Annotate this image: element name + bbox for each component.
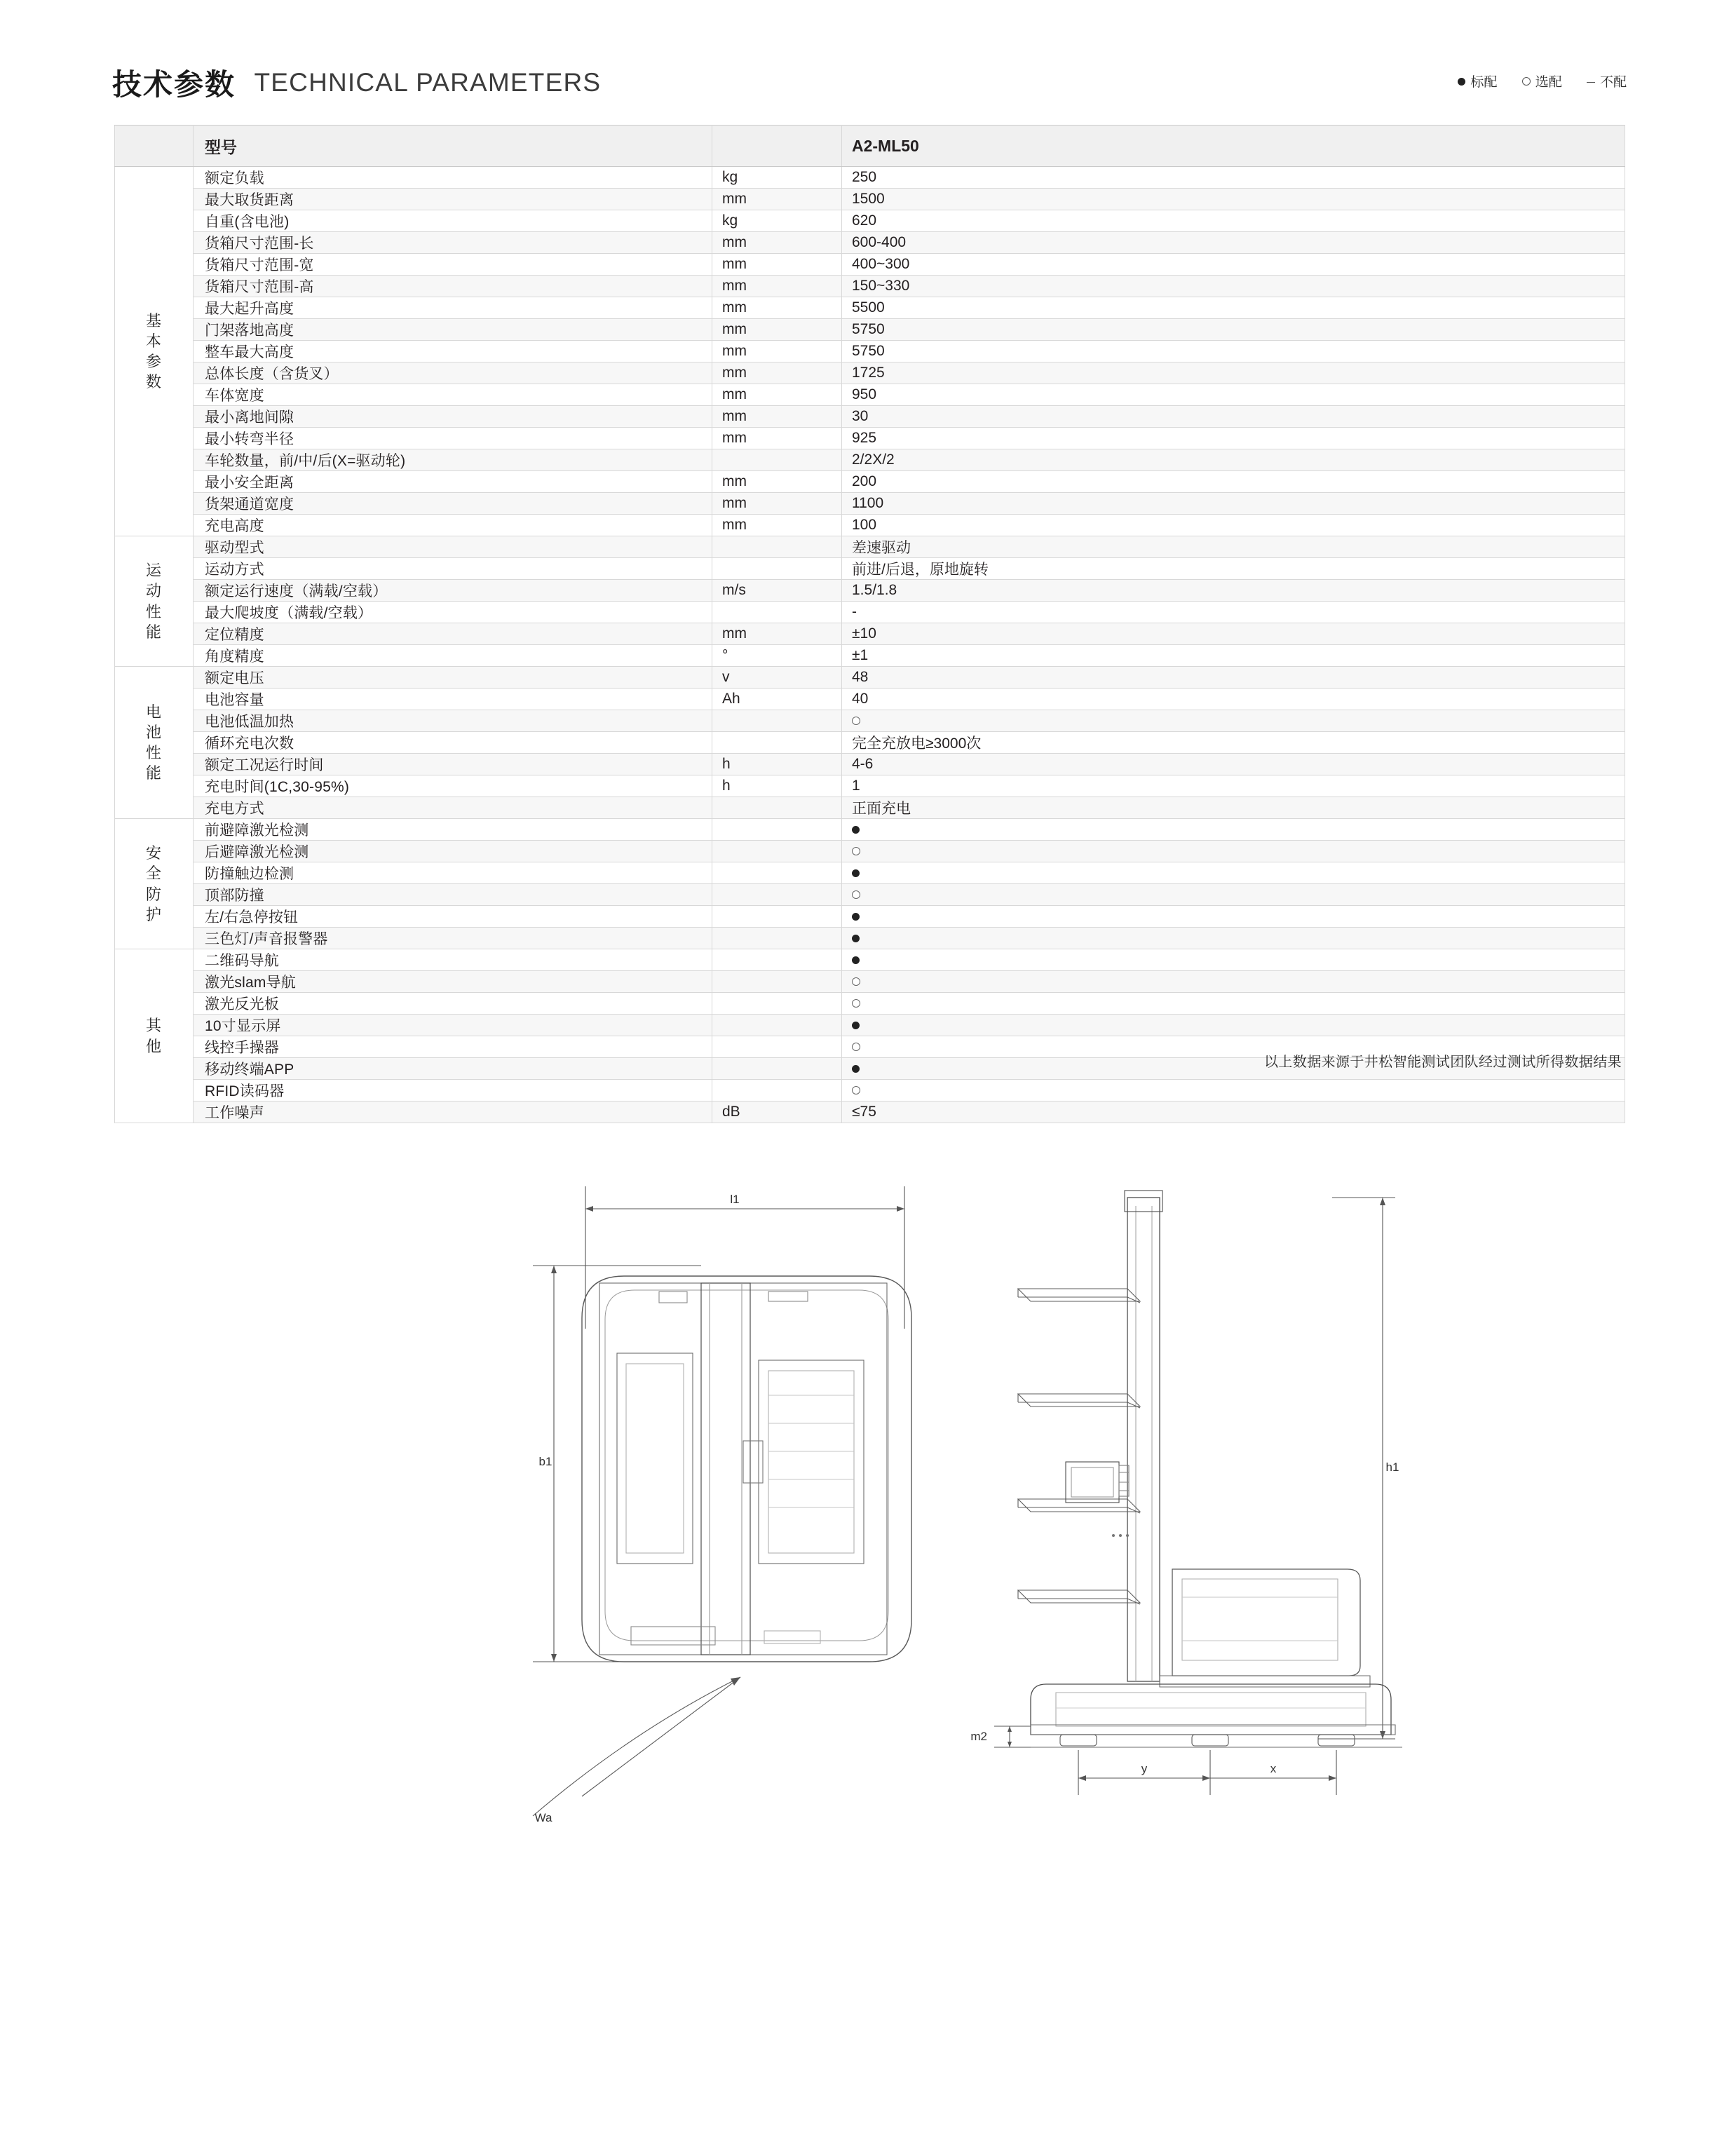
row-value: 5750 — [842, 341, 1625, 362]
open-circle-icon — [852, 977, 860, 986]
row-name: 驱动型式 — [194, 536, 712, 558]
header-model-value: A2-ML50 — [842, 126, 1625, 167]
row-value: 5500 — [842, 297, 1625, 319]
table-row — [115, 841, 1625, 862]
header-unit-label — [712, 126, 842, 167]
row-unit — [712, 449, 842, 471]
row-unit — [712, 602, 842, 623]
table-row — [115, 667, 1625, 689]
row-name: 额定负载 — [194, 167, 712, 189]
row-value: - — [842, 602, 1625, 623]
row-value-mark — [842, 949, 1625, 971]
open-circle-icon — [1522, 77, 1531, 86]
row-value-mark — [842, 862, 1625, 884]
top-view-dim-b1: b1 — [538, 1455, 552, 1468]
table-row — [115, 580, 1625, 602]
row-unit: dB — [712, 1101, 842, 1123]
filled-circle-icon — [852, 935, 860, 942]
row-value: ±10 — [842, 623, 1625, 645]
top-view-dim-l1: l1 — [730, 1193, 740, 1206]
row-value-mark — [842, 819, 1625, 841]
row-unit: mm — [712, 297, 842, 319]
row-name: 货架通道宽度 — [194, 493, 712, 515]
row-unit — [712, 536, 842, 558]
open-circle-icon — [852, 717, 860, 725]
row-unit: mm — [712, 384, 842, 406]
row-value: 150~330 — [842, 276, 1625, 297]
row-unit: h — [712, 754, 842, 775]
row-value: 差速驱动 — [842, 536, 1625, 558]
row-name: 激光slam导航 — [194, 971, 712, 993]
row-unit: kg — [712, 167, 842, 189]
group-label-safety: 安 全 防 护 — [115, 819, 194, 949]
row-value: 1.5/1.8 — [842, 580, 1625, 602]
table-row — [115, 1015, 1625, 1036]
row-name: 运动方式 — [194, 558, 712, 580]
row-value: 100 — [842, 515, 1625, 536]
legend-label-optional: 选配 — [1535, 75, 1562, 90]
footnote: 以上数据来源于井松智能测试团队经过测试所得数据结果 — [1264, 1055, 1622, 1070]
legend-label-none: 不配 — [1599, 75, 1627, 90]
table-row — [115, 732, 1625, 754]
row-name: 货箱尺寸范围-高 — [194, 276, 712, 297]
row-value: 1100 — [842, 493, 1625, 515]
row-name: 充电时间(1C,30-95%) — [194, 775, 712, 797]
row-unit: mm — [712, 406, 842, 428]
row-unit — [712, 1080, 842, 1101]
row-name: 最小转弯半径 — [194, 428, 712, 449]
row-name: 防撞触边检测 — [194, 862, 712, 884]
row-unit: mm — [712, 471, 842, 493]
row-name: 顶部防撞 — [194, 884, 712, 906]
row-value: 400~300 — [842, 254, 1625, 276]
row-unit — [712, 884, 842, 906]
row-name: 车轮数量，前/中/后(X=驱动轮) — [194, 449, 712, 471]
page-title-cn: 技术参数 — [112, 68, 236, 101]
row-name: 最大取货距离 — [194, 189, 712, 210]
row-name: 整车最大高度 — [194, 341, 712, 362]
row-name: 线控手操器 — [194, 1036, 712, 1058]
table-row — [115, 341, 1625, 362]
open-circle-icon — [852, 890, 860, 899]
row-unit: mm — [712, 276, 842, 297]
table-row — [115, 906, 1625, 928]
row-value-mark — [842, 884, 1625, 906]
row-value: 正面充电 — [842, 797, 1625, 819]
page-title-en: TECHNICAL PARAMETERS — [254, 68, 602, 97]
row-name: 自重(含电池) — [194, 210, 712, 232]
side-view-drawing — [994, 1191, 1402, 1795]
side-view-dim-x: x — [1270, 1762, 1277, 1775]
row-name: 门架落地高度 — [194, 319, 712, 341]
drawings-area — [0, 1185, 1736, 2103]
row-unit — [712, 732, 842, 754]
row-value: ±1 — [842, 645, 1625, 667]
table-row — [115, 797, 1625, 819]
row-name: 前避障激光检测 — [194, 819, 712, 841]
table-row — [115, 819, 1625, 841]
top-view-dim-wa: Wa — [534, 1811, 552, 1824]
row-name: 电池低温加热 — [194, 710, 712, 732]
row-value-mark — [842, 906, 1625, 928]
row-unit: mm — [712, 515, 842, 536]
table-row — [115, 1101, 1625, 1123]
row-name: 额定电压 — [194, 667, 712, 689]
open-circle-icon — [852, 1086, 860, 1094]
legend-item-none — [1587, 72, 1627, 90]
row-value: 4-6 — [842, 754, 1625, 775]
table-row — [115, 210, 1625, 232]
table-row — [115, 949, 1625, 971]
group-label-basic: 基 本 参 数 — [115, 167, 194, 536]
row-value: ≤75 — [842, 1101, 1625, 1123]
row-unit — [712, 1036, 842, 1058]
open-circle-icon — [852, 847, 860, 855]
table-row — [115, 319, 1625, 341]
row-name: 激光反光板 — [194, 993, 712, 1015]
row-unit: mm — [712, 189, 842, 210]
row-name: 车体宽度 — [194, 384, 712, 406]
filled-circle-icon — [852, 869, 860, 877]
row-value: 925 — [842, 428, 1625, 449]
group-label-battery: 电 池 性 能 — [115, 667, 194, 819]
side-view-dim-m2: m2 — [970, 1730, 987, 1743]
row-name: 工作噪声 — [194, 1101, 712, 1123]
row-value: 48 — [842, 667, 1625, 689]
row-name: 左/右急停按钮 — [194, 906, 712, 928]
side-view-dim-h1: h1 — [1385, 1460, 1399, 1474]
table-row — [115, 384, 1625, 406]
row-name: 充电方式 — [194, 797, 712, 819]
row-unit — [712, 949, 842, 971]
table-row — [115, 449, 1625, 471]
spec-table — [114, 125, 1625, 1123]
filled-circle-icon — [1458, 78, 1465, 86]
table-row — [115, 884, 1625, 906]
row-value: 30 — [842, 406, 1625, 428]
row-unit: m/s — [712, 580, 842, 602]
row-value-mark — [842, 971, 1625, 993]
row-name: 角度精度 — [194, 645, 712, 667]
technical-drawings — [0, 1185, 1736, 2103]
row-name: 最小安全距离 — [194, 471, 712, 493]
table-row — [115, 645, 1625, 667]
row-unit — [712, 841, 842, 862]
row-unit: ° — [712, 645, 842, 667]
row-name: 货箱尺寸范围-长 — [194, 232, 712, 254]
row-unit — [712, 906, 842, 928]
row-unit — [712, 1015, 842, 1036]
filled-circle-icon — [852, 1022, 860, 1029]
table-row — [115, 536, 1625, 558]
filled-circle-icon — [852, 826, 860, 834]
row-name: 三色灯/声音报警器 — [194, 928, 712, 949]
table-row — [115, 928, 1625, 949]
group-label-other: 其 他 — [115, 949, 194, 1123]
table-row — [115, 971, 1625, 993]
table-row — [115, 406, 1625, 428]
row-value-mark — [842, 841, 1625, 862]
row-name: 最大爬坡度（满载/空载） — [194, 602, 712, 623]
row-name: 额定运行速度（满载/空载） — [194, 580, 712, 602]
row-name: 后避障激光检测 — [194, 841, 712, 862]
dash-icon — [1587, 82, 1595, 83]
row-name: 最大起升高度 — [194, 297, 712, 319]
row-unit — [712, 862, 842, 884]
row-unit — [712, 993, 842, 1015]
row-name: RFID读码器 — [194, 1080, 712, 1101]
row-unit: mm — [712, 254, 842, 276]
top-view-drawing — [533, 1186, 911, 1816]
filled-circle-icon — [852, 956, 860, 964]
legend-item-standard — [1458, 72, 1497, 90]
table-row — [115, 775, 1625, 797]
table-row — [115, 689, 1625, 710]
row-value: 完全充放电≥3000次 — [842, 732, 1625, 754]
table-row — [115, 167, 1625, 189]
row-unit: mm — [712, 428, 842, 449]
row-unit — [712, 1058, 842, 1080]
row-unit — [712, 797, 842, 819]
row-value: 1 — [842, 775, 1625, 797]
row-unit: Ah — [712, 689, 842, 710]
row-unit — [712, 928, 842, 949]
filled-circle-icon — [852, 1065, 860, 1073]
row-name: 循环充电次数 — [194, 732, 712, 754]
row-unit: h — [712, 775, 842, 797]
row-unit: kg — [712, 210, 842, 232]
row-name: 货箱尺寸范围-宽 — [194, 254, 712, 276]
row-value: 200 — [842, 471, 1625, 493]
row-value: 620 — [842, 210, 1625, 232]
row-unit — [712, 819, 842, 841]
table-row — [115, 623, 1625, 645]
row-value: 250 — [842, 167, 1625, 189]
row-unit: mm — [712, 493, 842, 515]
table-row — [115, 362, 1625, 384]
row-value: 1725 — [842, 362, 1625, 384]
table-row — [115, 428, 1625, 449]
table-row — [115, 558, 1625, 580]
table-row — [115, 297, 1625, 319]
header-model-label: 型号 — [194, 126, 712, 167]
table-row — [115, 754, 1625, 775]
row-unit: mm — [712, 319, 842, 341]
row-name: 二维码导航 — [194, 949, 712, 971]
row-value: 950 — [842, 384, 1625, 406]
row-value-mark — [842, 928, 1625, 949]
row-name: 总体长度（含货叉） — [194, 362, 712, 384]
open-circle-icon — [852, 1043, 860, 1051]
row-unit — [712, 558, 842, 580]
row-unit: v — [712, 667, 842, 689]
table-row — [115, 515, 1625, 536]
row-name: 定位精度 — [194, 623, 712, 645]
filled-circle-icon — [852, 913, 860, 921]
row-name: 移动终端APP — [194, 1058, 712, 1080]
row-value: 600-400 — [842, 232, 1625, 254]
group-label-motion: 运 动 性 能 — [115, 536, 194, 667]
row-value-mark — [842, 993, 1625, 1015]
row-name: 电池容量 — [194, 689, 712, 710]
row-unit: mm — [712, 362, 842, 384]
row-unit — [712, 710, 842, 732]
row-value: 1500 — [842, 189, 1625, 210]
row-value: 40 — [842, 689, 1625, 710]
table-row — [115, 1080, 1625, 1101]
legend-label-standard: 标配 — [1470, 75, 1498, 90]
row-value-mark — [842, 1080, 1625, 1101]
row-name: 10寸显示屏 — [194, 1015, 712, 1036]
row-value: 前进/后退，原地旋转 — [842, 558, 1625, 580]
table-row — [115, 471, 1625, 493]
table-header-row — [115, 126, 1625, 167]
page-header — [112, 62, 1627, 104]
table-row — [115, 993, 1625, 1015]
row-name: 最小离地间隙 — [194, 406, 712, 428]
row-unit — [712, 971, 842, 993]
table-row — [115, 862, 1625, 884]
table-row — [115, 493, 1625, 515]
table-row — [115, 232, 1625, 254]
row-unit: mm — [712, 623, 842, 645]
legend — [1437, 72, 1627, 90]
row-value: 5750 — [842, 319, 1625, 341]
row-value-mark — [842, 710, 1625, 732]
open-circle-icon — [852, 999, 860, 1008]
table-row — [115, 602, 1625, 623]
table-row — [115, 189, 1625, 210]
row-unit: mm — [712, 232, 842, 254]
row-value-mark — [842, 1015, 1625, 1036]
row-unit: mm — [712, 341, 842, 362]
row-value: 2/2X/2 — [842, 449, 1625, 471]
table-row — [115, 254, 1625, 276]
header-group-blank — [115, 126, 194, 167]
table-row — [115, 710, 1625, 732]
row-name: 额定工况运行时间 — [194, 754, 712, 775]
legend-item-optional — [1522, 72, 1562, 90]
table-row — [115, 276, 1625, 297]
side-view-dim-y: y — [1141, 1762, 1148, 1775]
row-name: 充电高度 — [194, 515, 712, 536]
